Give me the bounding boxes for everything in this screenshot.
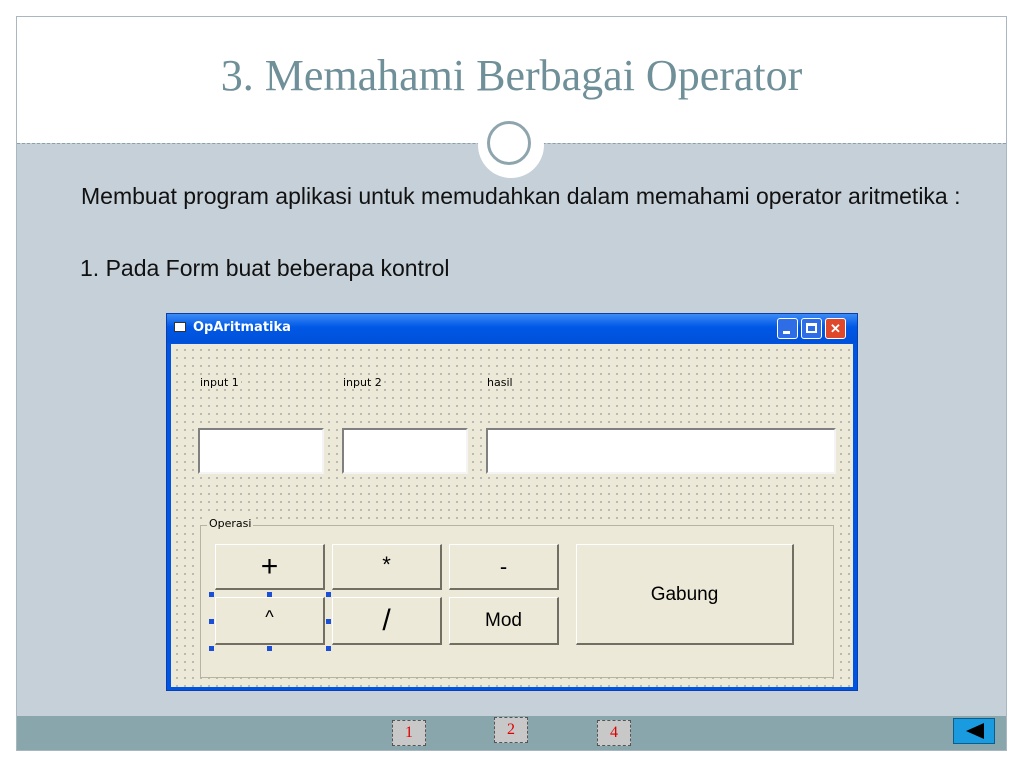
label-hasil: hasil xyxy=(487,376,513,389)
maximize-icon xyxy=(806,323,817,333)
label-input1: input 1 xyxy=(200,376,239,389)
slide-title: 3. Memahami Berbagai Operator xyxy=(220,51,803,100)
body-paragraph xyxy=(45,180,976,213)
minimize-button[interactable] xyxy=(777,318,798,339)
input1-field[interactable] xyxy=(198,428,324,474)
close-icon: ✕ xyxy=(830,321,841,336)
mod-button[interactable]: Mod xyxy=(449,597,559,645)
selection-handle[interactable] xyxy=(209,592,214,597)
selection-handle[interactable] xyxy=(267,592,272,597)
selection-handle[interactable] xyxy=(209,619,214,624)
operasi-group-label: Operasi xyxy=(209,517,252,530)
hasil-field[interactable] xyxy=(486,428,836,474)
form-client-area xyxy=(171,344,853,687)
nav-page-2-button[interactable]: 2 xyxy=(494,717,528,743)
multiply-button[interactable]: * xyxy=(332,544,442,590)
label-input2: input 2 xyxy=(343,376,382,389)
gabung-button[interactable]: Gabung xyxy=(576,544,794,645)
minus-button[interactable]: - xyxy=(449,544,559,590)
vb-form-window xyxy=(166,313,858,691)
paragraph-text: Membuat program aplikasi untuk memudahkan dalam memahami operator aritmetika : xyxy=(81,183,961,209)
close-button[interactable] xyxy=(825,318,846,339)
selection-handle[interactable] xyxy=(326,646,331,651)
ring-ornament-icon xyxy=(487,121,531,165)
divide-button[interactable]: / xyxy=(332,597,442,645)
minimize-icon xyxy=(783,331,790,334)
back-arrow-button[interactable] xyxy=(953,718,995,744)
selection-handle[interactable] xyxy=(326,592,331,597)
form-icon xyxy=(174,322,186,332)
plus-button[interactable]: + xyxy=(215,544,325,590)
window-title: OpAritmatika xyxy=(193,320,291,335)
selection-handle[interactable] xyxy=(267,646,272,651)
selection-handle[interactable] xyxy=(209,646,214,651)
step-text: 1. Pada Form buat beberapa kontrol xyxy=(80,255,450,281)
input2-field[interactable] xyxy=(342,428,468,474)
window-titlebar[interactable] xyxy=(167,314,857,343)
left-triangle-icon xyxy=(964,723,986,739)
selection-handle[interactable] xyxy=(326,619,331,624)
nav-page-4-button[interactable]: 4 xyxy=(597,720,631,746)
maximize-button[interactable] xyxy=(801,318,822,339)
power-button[interactable]: ^ xyxy=(215,597,325,645)
nav-page-1-button[interactable]: 1 xyxy=(392,720,426,746)
